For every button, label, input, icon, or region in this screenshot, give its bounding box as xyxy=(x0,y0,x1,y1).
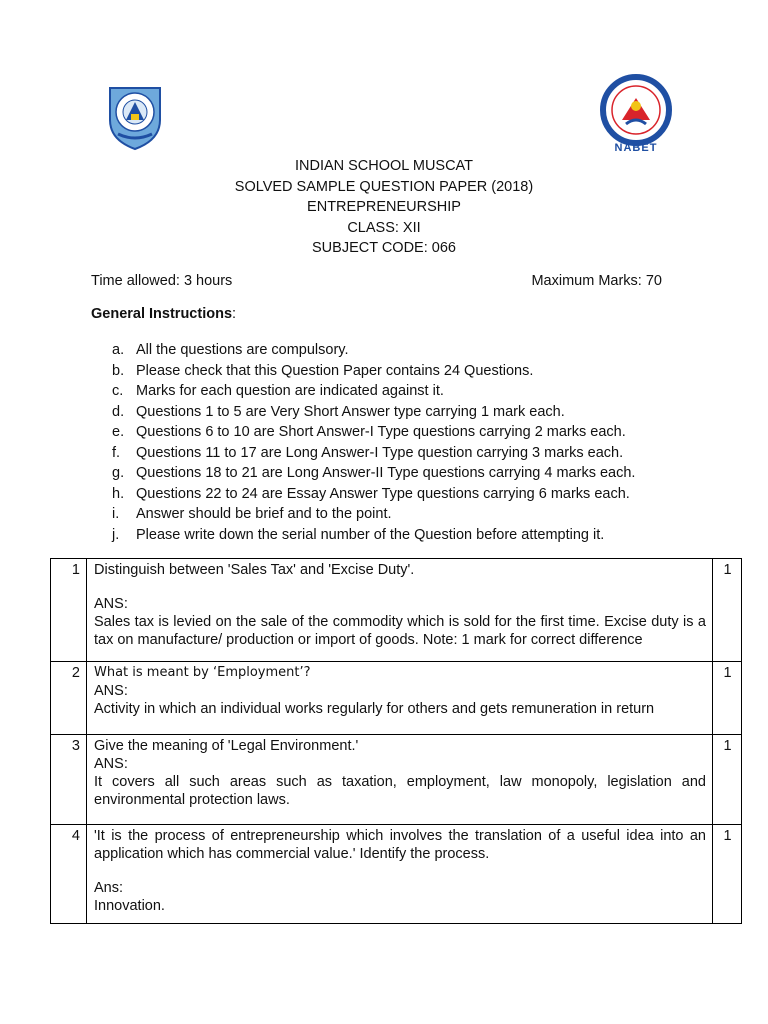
subject-code: SUBJECT CODE: 066 xyxy=(312,240,456,256)
question-marks: 1 xyxy=(713,559,742,662)
answer-label: ANS: xyxy=(94,596,128,612)
exam-meta xyxy=(91,273,662,289)
table-row xyxy=(51,825,742,924)
paper-title: SOLVED SAMPLE QUESTION PAPER (2018) xyxy=(234,178,534,195)
question-text: Give the meaning of 'Legal Environment.' xyxy=(94,738,359,754)
paper-header xyxy=(0,156,768,259)
question-text: 'It is the process of entrepreneurship which involves the translation of a useful idea into an application which has commercial value.' Identify the process. xyxy=(94,828,706,862)
answer-text: Innovation. xyxy=(94,898,165,914)
question-number: 1 xyxy=(51,559,87,662)
class-label: CLASS: XII xyxy=(347,219,421,236)
question-marks: 1 xyxy=(713,662,742,735)
question-text: What is meant by ‘Employment’? xyxy=(94,665,311,680)
answer-label: ANS: xyxy=(94,756,128,772)
table-row xyxy=(51,735,742,825)
table-row xyxy=(51,662,742,735)
maximum-marks: Maximum Marks: 70 xyxy=(531,273,662,289)
list-item: f. Questions 11 to 17 are Long Answer-I Type question carrying 3 marks each. xyxy=(112,444,624,461)
instructions-list xyxy=(112,340,635,545)
question-cell xyxy=(87,825,713,924)
school-name: INDIAN SCHOOL MUSCAT xyxy=(294,158,474,174)
answer-text: Activity in which an individual works regularly for others and gets remuneration in return xyxy=(94,701,655,717)
school-crest-logo xyxy=(104,82,166,152)
list-item: i. Answer should be brief and to the point. xyxy=(112,506,392,522)
question-number: 3 xyxy=(51,735,87,825)
question-cell xyxy=(87,559,713,662)
questions-table xyxy=(50,558,742,924)
question-marks: 1 xyxy=(713,825,742,924)
list-item: e. Questions 6 to 10 are Short Answer-I Type questions carrying 2 marks each. xyxy=(112,424,626,440)
time-allowed: Time allowed: 3 hours xyxy=(91,273,233,289)
list-item: b. Please check that this Question Paper contains 24 Questions. xyxy=(112,362,534,379)
answer-text: It covers all such areas such as taxation, employment, law monopoly, legislation and environmental protection laws. xyxy=(94,774,706,808)
list-item: j. Please write down the serial number of the Question before attempting it. xyxy=(112,526,605,543)
nabet-label: NABET xyxy=(614,142,658,154)
list-item: d. Questions 1 to 5 are Very Short Answer type carrying 1 mark each. xyxy=(112,403,565,420)
nabet-logo xyxy=(596,74,676,156)
question-cell xyxy=(87,662,713,735)
question-cell xyxy=(87,735,713,825)
subject-name: ENTREPRENEURSHIP xyxy=(307,199,461,215)
question-number: 4 xyxy=(51,825,87,924)
list-item: h. Questions 22 to 24 are Essay Answer Type questions carrying 6 marks each. xyxy=(112,485,630,502)
list-item: a. All the questions are compulsory. xyxy=(112,342,349,358)
question-text: Distinguish between 'Sales Tax' and 'Excise Duty'. xyxy=(94,562,415,578)
table-row xyxy=(51,559,742,662)
answer-label: Ans: xyxy=(94,880,124,896)
answer-text: Sales tax is levied on the sale of the commodity which is sold for the first time. Excise duty is a tax on manufacture/ production or import of goods. Note: 1 mark for correct difference xyxy=(94,614,706,648)
question-number: 2 xyxy=(51,662,87,735)
answer-label: ANS: xyxy=(94,683,128,699)
general-instructions-title: General Instructions: xyxy=(91,306,237,322)
question-marks: 1 xyxy=(713,735,742,825)
list-item: g. Questions 18 to 21 are Long Answer-II Type questions carrying 4 marks each. xyxy=(112,465,636,481)
list-item: c. Marks for each question are indicated against it. xyxy=(112,383,444,399)
